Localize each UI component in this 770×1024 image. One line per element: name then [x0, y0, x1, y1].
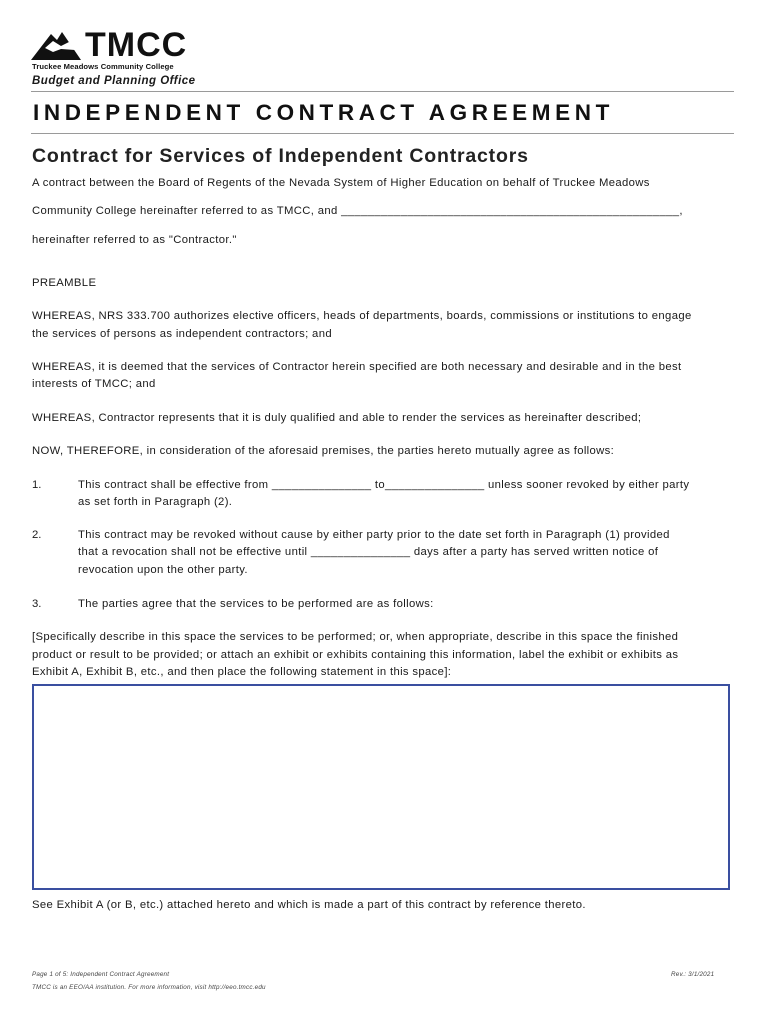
whereas-1-line-1: WHEREAS, NRS 333.700 authorizes elective officers, heads of departments, boards, commissions or institutions to engage — [32, 310, 692, 322]
clause-2-line-3: revocation upon the other party. — [78, 564, 248, 576]
whereas-1-line-2: the services of persons as independent contractors; and — [32, 328, 332, 340]
intro-line-2: Community College hereinafter referred to as TMCC, and ___________________________________________________, — [32, 205, 683, 217]
intro-line-3: hereinafter referred to as "Contractor." — [32, 234, 237, 246]
footer-page: Page 1 of 5: Independent Contract Agreement — [32, 971, 170, 978]
instructions-line-1: [Specifically describe in this space the services to be performed; or, when appropriate, describe in this space the finished — [32, 631, 679, 643]
footer-revision: Rev.: 3/1/2021 — [671, 971, 715, 978]
whereas-2-line-2: interests of TMCC; and — [32, 378, 156, 390]
clause-2-line-1: This contract may be revoked without cause by either party prior to the date set forth in Paragraph (1) provided — [78, 529, 670, 541]
whereas-3: WHEREAS, Contractor represents that it is duly qualified and able to render the services as hereinafter described; — [32, 412, 642, 424]
section-subtitle: Contract for Services of Independent Contractors — [32, 145, 529, 167]
clause-3-number: 3. — [32, 598, 42, 610]
title-rule — [31, 133, 734, 134]
mountain-logo-icon — [31, 28, 91, 62]
clause-1-line-1: This contract shall be effective from _______________ to_______________ unless sooner revoked by either party — [78, 479, 690, 491]
preamble-heading: PREAMBLE — [32, 277, 97, 289]
clause-1-line-2: as set forth in Paragraph (2). — [78, 496, 233, 508]
clause-1-number: 1. — [32, 479, 42, 491]
tmcc-logo — [31, 26, 213, 72]
exhibit-statement: See Exhibit A (or B, etc.) attached hereto and which is made a part of this contract by reference thereto. — [32, 899, 586, 911]
clause-3-line-1: The parties agree that the services to be performed are as follows: — [78, 598, 434, 610]
logo-wordmark: TMCC — [85, 26, 188, 64]
clause-2-number: 2. — [32, 529, 42, 541]
logo-subtitle: Truckee Meadows Community College — [32, 62, 174, 71]
whereas-2-line-1: WHEREAS, it is deemed that the services of Contractor herein specified are both necessary and desirable and in the best — [32, 361, 682, 373]
clause-2-line-2: that a revocation shall not be effective until _______________ days after a party has served written notice of — [78, 546, 659, 558]
instructions-line-3: Exhibit A, Exhibit B, etc., and then place the following statement in this space]: — [32, 666, 452, 678]
services-description-field[interactable] — [32, 684, 730, 890]
intro-line-1: A contract between the Board of Regents of the Nevada System of Higher Education on behalf of Truckee Meadows — [32, 177, 650, 189]
footer-eeo: TMCC is an EEO/AA institution. For more information, visit http://eeo.tmcc.edu — [32, 984, 266, 991]
page-title: INDEPENDENT CONTRACT AGREEMENT — [33, 100, 614, 125]
instructions-line-2: product or result to be provided; or attach an exhibit or exhibits containing this information, label the exhibit or exhibits as — [32, 649, 679, 661]
top-rule — [31, 91, 734, 92]
now-therefore: NOW, THEREFORE, in consideration of the aforesaid premises, the parties hereto mutually agree as follows: — [32, 445, 615, 457]
office-name: Budget and Planning Office — [32, 75, 196, 87]
